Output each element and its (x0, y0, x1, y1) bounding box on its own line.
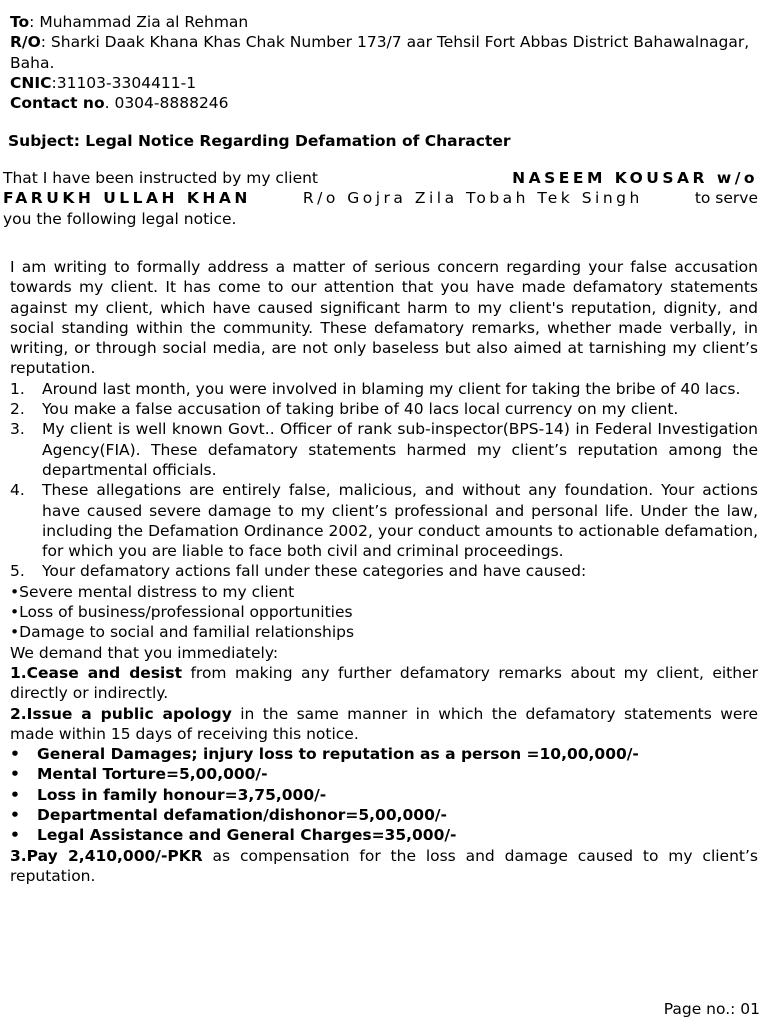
numbered-point: 1. Around last month, you were involved in blaming my client for taking the bribe of 40 lacs. (10, 379, 741, 398)
client-name: NASEEM KOUSAR w/o (512, 169, 758, 187)
damage-item: • Loss in family honour=3,75,000/- (10, 785, 327, 804)
subject-line: Subject: Legal Notice Regarding Defamation of Character (8, 132, 511, 150)
category-item: •Severe mental distress to my client (10, 582, 295, 601)
recipient-to: To: Muhammad Zia al Rehman (10, 13, 249, 31)
intro-line-3: you the following legal notice. (3, 209, 237, 228)
numbered-point: 2. You make a false accusation of taking bribe of 40 lacs local currency on my client. (10, 400, 679, 419)
opening-paragraph: I am writing to formally address a matter of serious concern regarding your false accusation towards my client. It has come to our attention that you have made defamatory statements against my client, which have caused significant harm to my client's reputation, dignity, and social standing within the community. These defamatory remarks, whether made verbally, in writing, or through social media, are not only baseless but also aimed at tarnishing my client’s reputation. (10, 258, 758, 378)
demand-intro: We demand that you immediately: (10, 643, 279, 662)
client-husband-name: FARUKH ULLAH KHAN (3, 189, 251, 208)
numbered-point: 5. Your defamatory actions fall under these categories and have caused: (10, 562, 587, 581)
category-item: •Loss of business/professional opportunities (10, 603, 353, 622)
client-residence: R/o Gojra Zila Tobah Tek Singh (302, 189, 643, 208)
recipient-contact: Contact no. 0304-8888246 (10, 94, 229, 113)
damage-item: • Legal Assistance and General Charges=35,000/- (10, 826, 457, 845)
recipient-address: R/O: Sharki Daak Khana Khas Chak Number 173/7 aar Tehsil Fort Abbas District Bahawalnagar, Baha. (10, 33, 750, 72)
page-number: Page no.: 01 (663, 1000, 760, 1018)
damage-item: • Departmental defamation/dishonor=5,00,000/- (10, 806, 447, 825)
notice-body (10, 257, 758, 886)
numbered-point: 4. These allegations are entirely false, malicious, and without any foundation. Your actions have caused severe damage to my client’s professional and personal life. Under the law, including the Defamation Ordinance 2002, your conduct amounts to actionable defamation, for which you are liable to face both civil and criminal proceedings. (10, 481, 758, 561)
intro-line-2: FARUKH ULLAH KHAN R/o Gojra Zila Tobah Tek Singh to serve (3, 189, 758, 208)
demand-compensation: 3.Pay 2,410,000/-PKR as compensation for the loss and damage caused to my client’s reputation. (10, 846, 759, 885)
damage-item: • Mental Torture=5,00,000/- (10, 765, 268, 784)
numbered-point: 3. My client is well known Govt.. Officer of rank sub-inspector(BPS-14) in Federal Investigation Agency(FIA). These defamatory statements harmed my client’s reputation among the departmental officials. (10, 420, 758, 479)
intro-paragraph (3, 168, 758, 229)
recipient-cnic: CNIC:31103-3304411-1 (10, 73, 197, 92)
intro-line-1: That I have been instructed by my client NASEEM KOUSAR w/o (3, 169, 758, 187)
demand-cease: 1.Cease and desist from making any further defamatory remarks about my client, either directly or indirectly. (10, 663, 758, 703)
recipient-block (10, 12, 750, 113)
damage-item: • General Damages; injury loss to reputation as a person =10,00,000/- (10, 745, 639, 764)
demand-apology: 2.Issue a public apology in the same manner in which the defamatory statements were made within 15 days of receiving this notice. (10, 704, 758, 743)
category-item: •Damage to social and familial relationships (10, 623, 355, 642)
